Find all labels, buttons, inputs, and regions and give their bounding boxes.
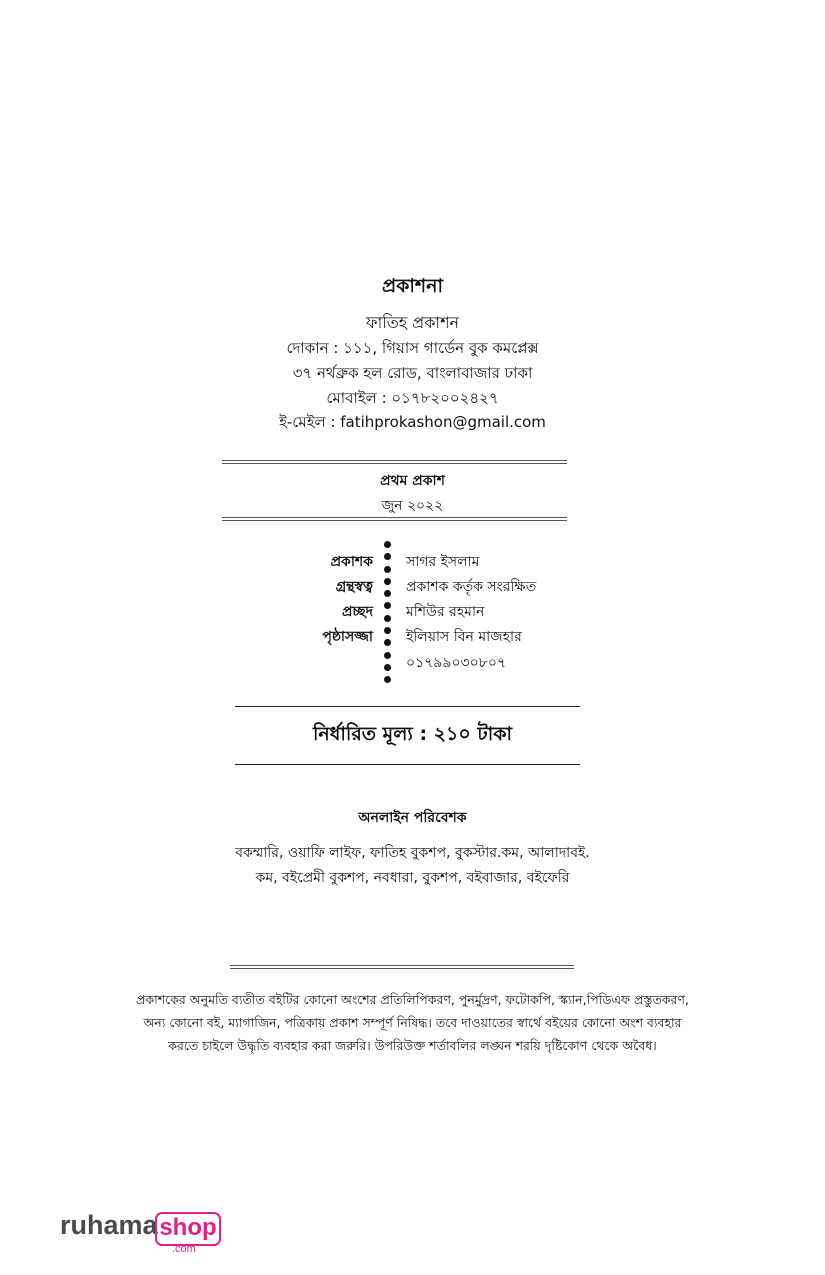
- notice-line-1: প্রকাশকের অনুমতি ব্যতীত বইটির কোনো অংশের প্রতিলিপিকরণ, পুনর্মুদ্রণ, ফটোকপি, স্ক্যান,পিডিএফ প্রস্তুতকরণ,: [136, 992, 689, 1007]
- credit-value: সাগর ইসলাম: [406, 554, 480, 570]
- credit-label: প্রচ্ছদ: [341, 604, 373, 620]
- credit-value: মশিউর রহমান: [406, 604, 485, 620]
- publisher-shop: দোকান : ১১১, গিয়াস গার্ডেন বুক কমপ্লেক্স: [286, 339, 539, 357]
- online-line-1: বকম্মারি, ওয়াফি লাইফ, ফাতিহ বুকশপ, বুকস্টার.কম, আলাদাবই.: [235, 845, 590, 861]
- publisher-address: ৩৭ নর্থব্রুক হল রোড, বাংলাবাজার ঢাকা: [292, 364, 533, 382]
- edition-date: জুন ২০২২: [381, 498, 444, 514]
- credit-row-cover: [0, 600, 825, 625]
- credit-label: প্রকাশক: [330, 554, 373, 570]
- logo-com-text: .com: [172, 1243, 196, 1255]
- price-bottom-rule: [235, 764, 580, 765]
- publisher-name: ফাতিহ প্রকাশন: [365, 313, 460, 332]
- credit-row-copyright: [0, 575, 825, 600]
- logo-ruhama-text: ruhama: [60, 1210, 158, 1240]
- credit-row-phone: [0, 651, 825, 676]
- credit-value: প্রকাশক কর্তৃক সংরক্ষিত: [406, 579, 537, 595]
- ruhamashop-logo: [60, 1210, 230, 1260]
- dotted-separator: [384, 541, 392, 689]
- notice-line-3: করতে চাইলে উদ্ধৃতি ব্যবহার করা জরুরি। উপরিউক্ত শর্তাবলির লঙ্ঘন শরয়ি দৃষ্টিকোণ থেকে অবৈধ।: [168, 1038, 657, 1053]
- credit-row-publisher: [0, 550, 825, 575]
- logo-shop-badge: shop: [155, 1212, 221, 1246]
- price-text: নির্ধারিত মূল্য : ২১০ টাকা: [312, 723, 513, 745]
- publisher-email: ই-মেইল : fatihprokashon@gmail.com: [279, 413, 546, 431]
- edition-top-rule: [222, 460, 567, 464]
- publisher-heading: প্রকাশনা: [381, 275, 444, 297]
- publisher-mobile: মোবাইল : ০১৭৮২০০২৪২৭: [326, 389, 499, 407]
- notice-rule: [230, 965, 574, 969]
- credit-label: পৃষ্ঠাসজ্জা: [322, 629, 373, 645]
- credit-value: ০১৭৯৯০৩০৮০৭: [406, 655, 507, 671]
- online-heading: অনলাইন পরিবেশক: [358, 810, 467, 826]
- credit-label: গ্রন্থস্বত্ব: [335, 579, 373, 595]
- price-top-rule: [235, 706, 580, 707]
- credit-value: ইলিয়াস বিন মাজহার: [406, 629, 522, 645]
- edition-heading: প্রথম প্রকাশ: [380, 473, 445, 489]
- credit-row-layout: [0, 625, 825, 650]
- notice-line-2: অন্য কোনো বই, ম্যাগাজিন, পত্রিকায় প্রকাশ সম্পূর্ণ নিষিদ্ধ। তবে দাওয়াতের স্বার্থে বইয়ের কোনো অংশ ব্যবহার: [143, 1015, 682, 1030]
- edition-bottom-rule: [222, 517, 567, 521]
- online-line-2: কম, বইপ্রেমী বুকশপ, নবধারা, বুকশপ, বইবাজার, বইফেরি: [255, 870, 570, 886]
